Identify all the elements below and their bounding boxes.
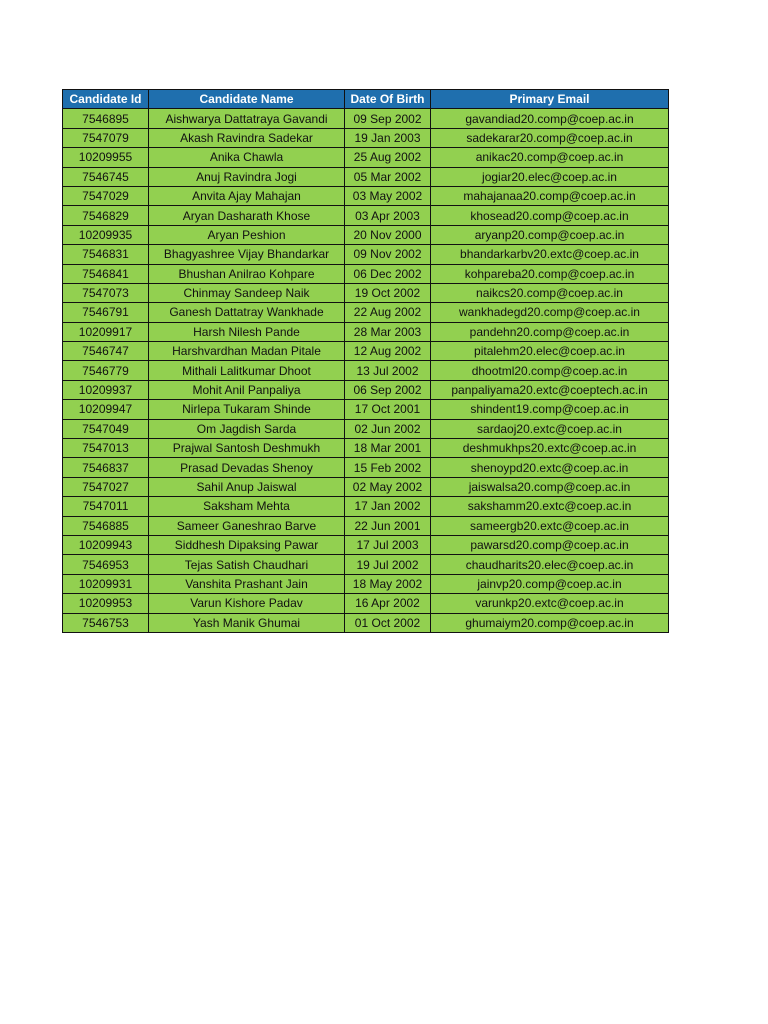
table-row (63, 206, 669, 225)
table-row (63, 458, 669, 477)
cell-candidate-name: Tejas Satish Chaudhari (149, 555, 345, 574)
cell-primary-email: jainvp20.comp@coep.ac.in (431, 574, 669, 593)
cell-candidate-id: 7546791 (63, 303, 149, 322)
cell-date-of-birth: 06 Dec 2002 (345, 264, 431, 283)
table-row (63, 322, 669, 341)
cell-primary-email: gavandiad20.comp@coep.ac.in (431, 109, 669, 128)
table-row (63, 303, 669, 322)
cell-primary-email: anikac20.comp@coep.ac.in (431, 148, 669, 167)
cell-date-of-birth: 22 Aug 2002 (345, 303, 431, 322)
cell-candidate-name: Ganesh Dattatray Wankhade (149, 303, 345, 322)
cell-primary-email: sadekarar20.comp@coep.ac.in (431, 128, 669, 147)
cell-primary-email: kohpareba20.comp@coep.ac.in (431, 264, 669, 283)
cell-date-of-birth: 17 Jan 2002 (345, 497, 431, 516)
cell-date-of-birth: 19 Oct 2002 (345, 283, 431, 302)
cell-date-of-birth: 18 May 2002 (345, 574, 431, 593)
cell-primary-email: bhandarkarbv20.extc@coep.ac.in (431, 245, 669, 264)
cell-primary-email: mahajanaa20.comp@coep.ac.in (431, 186, 669, 205)
cell-candidate-name: Prasad Devadas Shenoy (149, 458, 345, 477)
cell-candidate-id: 7546841 (63, 264, 149, 283)
table-row (63, 574, 669, 593)
cell-candidate-id: 7546953 (63, 555, 149, 574)
cell-candidate-name: Prajwal Santosh Deshmukh (149, 439, 345, 458)
cell-date-of-birth: 03 May 2002 (345, 186, 431, 205)
table-row (63, 264, 669, 283)
table-body (63, 109, 669, 633)
cell-primary-email: deshmukhps20.extc@coep.ac.in (431, 439, 669, 458)
cell-date-of-birth: 02 Jun 2002 (345, 419, 431, 438)
cell-primary-email: chaudharits20.elec@coep.ac.in (431, 555, 669, 574)
cell-date-of-birth: 06 Sep 2002 (345, 380, 431, 399)
cell-candidate-name: Chinmay Sandeep Naik (149, 283, 345, 302)
table-row (63, 497, 669, 516)
cell-date-of-birth: 09 Nov 2002 (345, 245, 431, 264)
cell-primary-email: panpaliyama20.extc@coeptech.ac.in (431, 380, 669, 399)
cell-candidate-name: Anvita Ajay Mahajan (149, 186, 345, 205)
header-candidate-name: Candidate Name (149, 90, 345, 109)
cell-primary-email: wankhadegd20.comp@coep.ac.in (431, 303, 669, 322)
table-row (63, 128, 669, 147)
cell-candidate-id: 10209947 (63, 400, 149, 419)
cell-primary-email: shenoypd20.extc@coep.ac.in (431, 458, 669, 477)
cell-candidate-name: Varun Kishore Padav (149, 594, 345, 613)
cell-candidate-id: 10209937 (63, 380, 149, 399)
cell-date-of-birth: 15 Feb 2002 (345, 458, 431, 477)
cell-candidate-name: Mithali Lalitkumar Dhoot (149, 361, 345, 380)
cell-candidate-id: 7546829 (63, 206, 149, 225)
cell-date-of-birth: 16 Apr 2002 (345, 594, 431, 613)
cell-date-of-birth: 19 Jul 2002 (345, 555, 431, 574)
cell-primary-email: pandehn20.comp@coep.ac.in (431, 322, 669, 341)
table-row (63, 516, 669, 535)
cell-candidate-id: 10209917 (63, 322, 149, 341)
cell-date-of-birth: 03 Apr 2003 (345, 206, 431, 225)
cell-primary-email: jaiswalsa20.comp@coep.ac.in (431, 477, 669, 496)
cell-date-of-birth: 17 Jul 2003 (345, 535, 431, 554)
cell-candidate-id: 10209955 (63, 148, 149, 167)
cell-candidate-name: Sameer Ganeshrao Barve (149, 516, 345, 535)
cell-date-of-birth: 19 Jan 2003 (345, 128, 431, 147)
cell-candidate-id: 7547027 (63, 477, 149, 496)
cell-candidate-id: 7547079 (63, 128, 149, 147)
cell-primary-email: sardaoj20.extc@coep.ac.in (431, 419, 669, 438)
cell-candidate-name: Sahil Anup Jaiswal (149, 477, 345, 496)
cell-candidate-name: Vanshita Prashant Jain (149, 574, 345, 593)
cell-candidate-id: 7547013 (63, 439, 149, 458)
cell-candidate-id: 7546753 (63, 613, 149, 632)
cell-date-of-birth: 22 Jun 2001 (345, 516, 431, 535)
cell-candidate-id: 10209935 (63, 225, 149, 244)
cell-candidate-id: 7546747 (63, 342, 149, 361)
cell-candidate-name: Siddhesh Dipaksing Pawar (149, 535, 345, 554)
candidate-sheet (62, 89, 669, 633)
table-row (63, 245, 669, 264)
table-row (63, 186, 669, 205)
cell-date-of-birth: 17 Oct 2001 (345, 400, 431, 419)
cell-date-of-birth: 20 Nov 2000 (345, 225, 431, 244)
cell-candidate-id: 10209931 (63, 574, 149, 593)
cell-candidate-name: Anika Chawla (149, 148, 345, 167)
table-row (63, 283, 669, 302)
cell-primary-email: dhootml20.comp@coep.ac.in (431, 361, 669, 380)
cell-candidate-name: Aryan Peshion (149, 225, 345, 244)
table-row (63, 148, 669, 167)
cell-candidate-name: Saksham Mehta (149, 497, 345, 516)
cell-primary-email: shindent19.comp@coep.ac.in (431, 400, 669, 419)
cell-date-of-birth: 13 Jul 2002 (345, 361, 431, 380)
cell-candidate-id: 7546837 (63, 458, 149, 477)
header-date-of-birth: Date Of Birth (345, 90, 431, 109)
cell-date-of-birth: 18 Mar 2001 (345, 439, 431, 458)
cell-primary-email: naikcs20.comp@coep.ac.in (431, 283, 669, 302)
cell-candidate-id: 7547073 (63, 283, 149, 302)
table-row (63, 225, 669, 244)
header-row (63, 90, 669, 109)
header-primary-email: Primary Email (431, 90, 669, 109)
cell-date-of-birth: 28 Mar 2003 (345, 322, 431, 341)
table-row (63, 361, 669, 380)
table-row (63, 342, 669, 361)
table-row (63, 439, 669, 458)
cell-date-of-birth: 25 Aug 2002 (345, 148, 431, 167)
table-row (63, 109, 669, 128)
candidate-table (62, 89, 669, 633)
cell-candidate-name: Nirlepa Tukaram Shinde (149, 400, 345, 419)
header-candidate-id: Candidate Id (63, 90, 149, 109)
cell-candidate-id: 7546895 (63, 109, 149, 128)
cell-candidate-id: 7547011 (63, 497, 149, 516)
cell-primary-email: pawarsd20.comp@coep.ac.in (431, 535, 669, 554)
cell-candidate-id: 10209953 (63, 594, 149, 613)
cell-candidate-name: Bhushan Anilrao Kohpare (149, 264, 345, 283)
cell-date-of-birth: 02 May 2002 (345, 477, 431, 496)
table-row (63, 613, 669, 632)
cell-primary-email: aryanp20.comp@coep.ac.in (431, 225, 669, 244)
cell-candidate-id: 7547049 (63, 419, 149, 438)
cell-date-of-birth: 12 Aug 2002 (345, 342, 431, 361)
cell-primary-email: jogiar20.elec@coep.ac.in (431, 167, 669, 186)
cell-date-of-birth: 05 Mar 2002 (345, 167, 431, 186)
cell-primary-email: khosead20.comp@coep.ac.in (431, 206, 669, 225)
table-row (63, 535, 669, 554)
cell-primary-email: ghumaiym20.comp@coep.ac.in (431, 613, 669, 632)
cell-candidate-name: Aryan Dasharath Khose (149, 206, 345, 225)
table-row (63, 400, 669, 419)
cell-candidate-name: Akash Ravindra Sadekar (149, 128, 345, 147)
table-row (63, 555, 669, 574)
cell-primary-email: sakshamm20.extc@coep.ac.in (431, 497, 669, 516)
table-row (63, 477, 669, 496)
cell-candidate-name: Mohit Anil Panpaliya (149, 380, 345, 399)
cell-candidate-id: 10209943 (63, 535, 149, 554)
cell-candidate-name: Anuj Ravindra Jogi (149, 167, 345, 186)
cell-candidate-name: Yash Manik Ghumai (149, 613, 345, 632)
table-header (63, 90, 669, 109)
cell-candidate-name: Harshvardhan Madan Pitale (149, 342, 345, 361)
cell-date-of-birth: 01 Oct 2002 (345, 613, 431, 632)
cell-candidate-name: Harsh Nilesh Pande (149, 322, 345, 341)
table-row (63, 167, 669, 186)
cell-candidate-name: Bhagyashree Vijay Bhandarkar (149, 245, 345, 264)
cell-candidate-id: 7546745 (63, 167, 149, 186)
cell-candidate-id: 7547029 (63, 186, 149, 205)
cell-candidate-id: 7546831 (63, 245, 149, 264)
table-row (63, 380, 669, 399)
cell-candidate-id: 7546885 (63, 516, 149, 535)
cell-primary-email: varunkp20.extc@coep.ac.in (431, 594, 669, 613)
cell-candidate-id: 7546779 (63, 361, 149, 380)
table-row (63, 594, 669, 613)
cell-candidate-name: Om Jagdish Sarda (149, 419, 345, 438)
cell-candidate-name: Aishwarya Dattatraya Gavandi (149, 109, 345, 128)
cell-primary-email: sameergb20.extc@coep.ac.in (431, 516, 669, 535)
cell-date-of-birth: 09 Sep 2002 (345, 109, 431, 128)
cell-primary-email: pitalehm20.elec@coep.ac.in (431, 342, 669, 361)
table-row (63, 419, 669, 438)
